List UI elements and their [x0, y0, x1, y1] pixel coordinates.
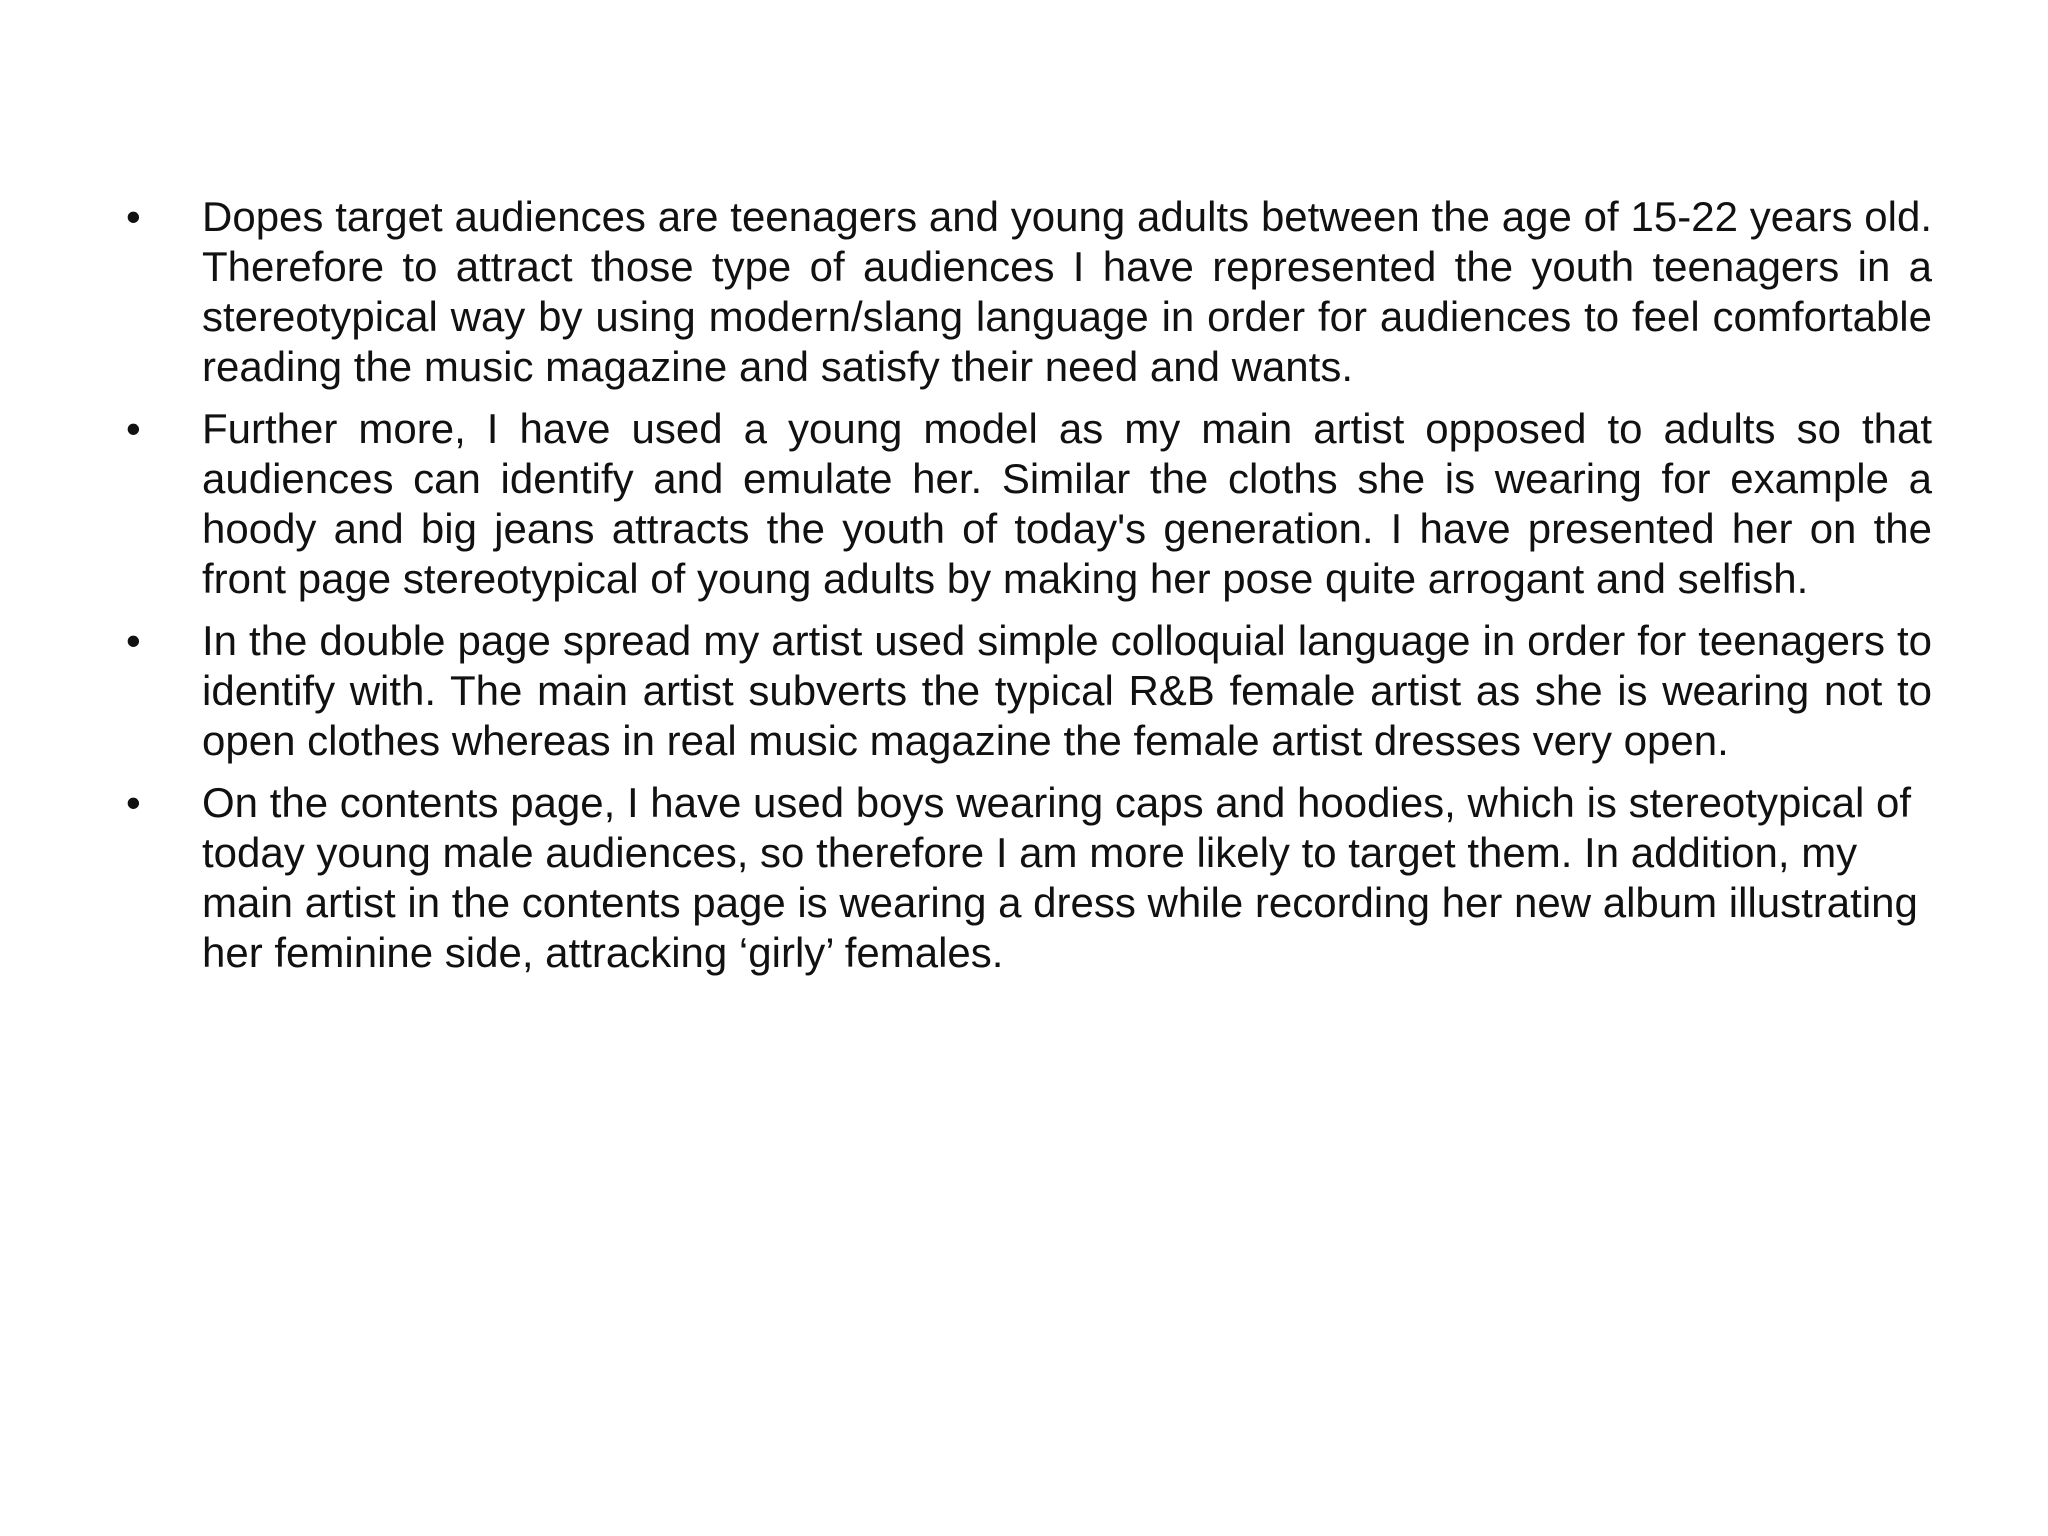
bullet-marker: • [126, 779, 141, 826]
bullet-item-2 [120, 404, 1932, 604]
bullet-item-4 [120, 778, 1932, 978]
bullet-item-3 [120, 616, 1932, 766]
bullet-list [120, 192, 1932, 978]
bullet-text: On the contents page, I have used boys wearing caps and hoodies, which is stereotypical of today young male audiences, so therefore I am more likely to target them. In addition, my main artist in the contents page is wearing a dress while recording her new album illustrating her feminine side, attracking ‘girly’ females. [202, 779, 1918, 976]
bullet-text: Dopes target audiences are teenagers and young adults between the age of 15-22 years old. Therefore to attract those type of audiences I have represented the youth teenagers in a stereotypical way by using modern/slang language in order for audiences to feel comfortable reading the music magazine and satisfy their need and wants. [202, 193, 1932, 390]
bullet-marker: • [126, 617, 141, 664]
bullet-item-1 [120, 192, 1932, 392]
bullet-text: Further more, I have used a young model as my main artist opposed to adults so that audiences can identify and emulate her. Similar the cloths she is wearing for example a hoody and big jeans attracts the youth of today's generation. I have presented her on the front page stereotypical of young adults by making her pose quite arrogant and selfish. [202, 405, 1932, 602]
bullet-marker: • [126, 405, 141, 452]
slide-body [120, 192, 1932, 990]
bullet-marker: • [126, 193, 141, 240]
bullet-text: In the double page spread my artist used simple colloquial language in order for teenagers to identify with. The main artist subverts the typical R&B female artist as she is wearing not to open clothes whereas in real music magazine the female artist dresses very open. [202, 617, 1932, 764]
